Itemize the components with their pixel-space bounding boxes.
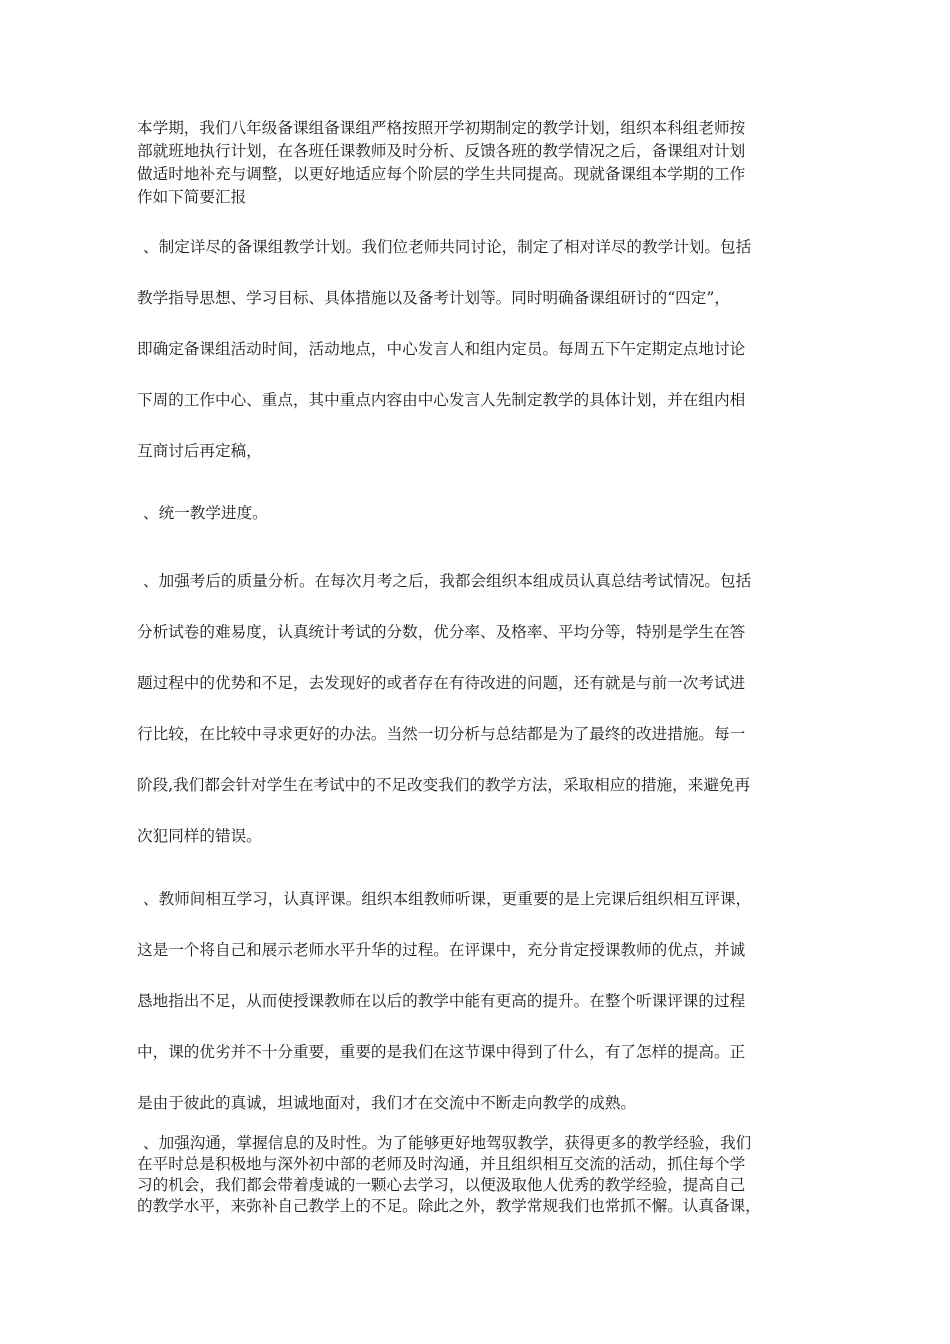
- text-line: 恳地指出不足，从而使授课教师在以后的教学中能有更高的提升。在整个听课评课的过程: [137, 992, 746, 1010]
- text-line: 题过程中的优势和不足，去发现好的或者存在有待改进的问题，还有就是与前一次考试进: [137, 674, 746, 692]
- text-line: 次犯同样的错误。: [137, 827, 262, 845]
- text-line: 、统一教学进度。: [143, 504, 268, 522]
- text-line: 行比较，在比较中寻求更好的办法。当然一切分析与总结都是为了最终的改进措施。每一: [137, 725, 746, 743]
- text-line: 本学期，我们八年级备课组备课组严格按照开学初期制定的教学计划，组织本科组老师按: [137, 119, 746, 137]
- text-line: 、制定详尽的备课组教学计划。我们位老师共同讨论，制定了相对详尽的教学计划。包括: [143, 238, 752, 256]
- text-line: 即确定备课组活动时间，活动地点，中心发言人和组内定员。每周五下午定期定点地讨论: [137, 340, 746, 358]
- text-line: 、加强沟通，掌握信息的及时性。为了能够更好地驾驭教学，获得更多的教学经验，我们: [143, 1134, 752, 1152]
- text-line: 这是一个将自己和展示老师水平升华的过程。在评课中，充分肯定授课教师的优点，并诚: [137, 941, 746, 959]
- text-line: 的教学水平，来弥补自己教学上的不足。除此之外，教学常规我们也常抓不懈。认真备课，: [137, 1197, 761, 1215]
- text-line: 作如下简要汇报: [137, 188, 247, 206]
- text-line: 部就班地执行计划，在各班任课教师及时分析、反馈各班的教学情况之后，备课组对计划: [137, 142, 746, 160]
- text-line: 阶段,我们都会针对学生在考试中的不足改变我们的教学方法，采取相应的措施，来避免再: [137, 776, 751, 794]
- text-line: 下周的工作中心、重点，其中重点内容由中心发言人先制定教学的具体计划，并在组内相: [137, 391, 746, 409]
- text-line: 教学指导思想、学习目标、具体措施以及备考计划等。同时明确备课组研讨的“四定”，: [137, 289, 730, 307]
- text-line: 在平时总是积极地与深外初中部的老师及时沟通，并且组织相互交流的活动，抓住每个学: [137, 1155, 746, 1173]
- text-line: 做适时地补充与调整，以更好地适应每个阶层的学生共同提高。现就备课组本学期的工作: [137, 165, 746, 183]
- text-line: 分析试卷的难易度，认真统计考试的分数，优分率、及格率、平均分等，特别是学生在答: [137, 623, 746, 641]
- text-line: 中，课的优劣并不十分重要，重要的是我们在这节课中得到了什么，有了怎样的提高。正: [137, 1043, 746, 1061]
- text-line: 、教师间相互学习，认真评课。组织本组教师听课，更重要的是上完课后组织相互评课，: [143, 890, 752, 908]
- text-line: 、加强考后的质量分析。在每次月考之后，我都会组织本组成员认真总结考试情况。包括: [143, 572, 752, 590]
- text-line: 互商讨后再定稿，: [137, 442, 262, 460]
- text-line: 是由于彼此的真诚，坦诚地面对，我们才在交流中不断走向教学的成熟。: [137, 1094, 637, 1112]
- text-line: 习的机会，我们都会带着虔诚的一颗心去学习，以便汲取他人优秀的教学经验，提高自己: [137, 1176, 746, 1194]
